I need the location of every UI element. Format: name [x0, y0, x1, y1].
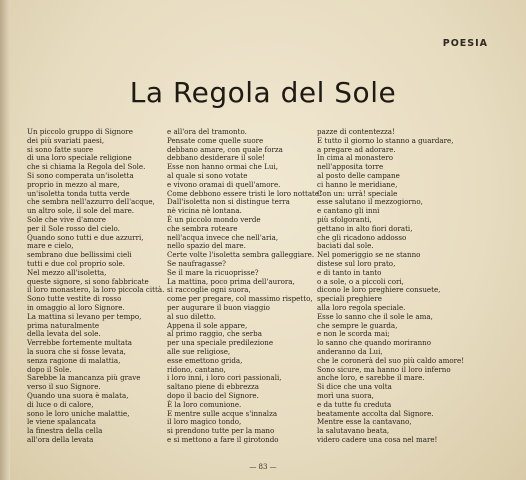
poem-line: beatamente accolta dal Signore.: [317, 408, 434, 418]
poem-line: Sono sicure, ma hanno il loro inferno: [317, 364, 451, 374]
poem-line: baciati dal sole.: [317, 241, 374, 251]
poem-line: distese sul loro prato,: [317, 258, 396, 268]
poem-line: sembrano due bellissimi cieli: [27, 250, 132, 260]
poem-line: Mentre esse la cantavano,: [317, 417, 412, 427]
poem-line: La mattina si levano per tempo,: [27, 311, 142, 321]
poem-line: debbano desiderare il sole!: [167, 153, 266, 163]
poem-line: Sarebbe la mancanza più grave: [27, 373, 141, 383]
section-label: POESIA: [442, 38, 488, 49]
page-gutter-shadow: [0, 0, 10, 480]
poem-line: le viene spalancata: [27, 417, 96, 427]
poem-line: dicono le loro preghiere consuete,: [317, 285, 441, 295]
poem-line: un'isoletta tonda tutta verde: [27, 188, 130, 198]
poem-line: Quando sono tutti e due azzurri,: [27, 232, 144, 242]
poem-line: e cantano gli inni: [317, 206, 380, 216]
poem-line: Nel mezzo all'isoletta,: [27, 267, 107, 277]
poem-line: e di tanto in tanto: [317, 267, 382, 277]
poem-line: Se il mare la ricuoprisse?: [167, 267, 259, 277]
poem-line: nello spazio del mare.: [167, 241, 246, 251]
poem-line: Sole che vive d'amore: [27, 214, 106, 224]
poem-line: saltano piene di ebbrezza: [167, 382, 259, 392]
poem-line: nell'apposita torre: [317, 162, 384, 172]
poem-line: o a sole, o a piccoli cori,: [317, 276, 404, 286]
poem-line: di luce o di calore,: [27, 399, 94, 409]
poem-line: videro cadere una cosa nel mare!: [317, 434, 438, 444]
poem-line: al primo raggio, che serba: [167, 329, 262, 339]
poem-line: Pensate come quelle suore: [167, 135, 264, 145]
poem-line: al quale si sono votate: [167, 170, 248, 180]
poem-line: prima naturalmente: [27, 320, 100, 330]
poem-line: Si dice che una volta: [317, 382, 392, 392]
poem-line: e si mettono a fare il girotondo: [167, 434, 279, 444]
poem-line: speciali preghiere: [317, 294, 382, 304]
poem-line: debbano amare, con quale forza: [167, 144, 283, 154]
poem-line: a pregare ad adorare.: [317, 144, 396, 154]
poem-line: lo sanno che quando moriranno: [317, 338, 431, 348]
poem-line: proprio in mezzo al mare,: [27, 179, 120, 189]
poem-line: e all'ora del tramonto.: [167, 127, 247, 136]
poem-line: la finestra della cella: [27, 426, 103, 436]
poem-line: senza ragione di malattia,: [27, 355, 121, 365]
poem-line: i loro inni, i loro cori passionali,: [167, 373, 282, 383]
poem-line: anderanno da Lui,: [317, 346, 383, 356]
poem-column-2: [167, 128, 322, 445]
poem-line: ridono, cantano,: [167, 364, 226, 374]
poem-line: E tutto il giorno lo stanno a guardare,: [317, 135, 454, 145]
page-number: — 83 —: [249, 463, 277, 471]
poem-line: tutti e due col proprio sole.: [27, 258, 125, 268]
poem-line: Verrebbe fortemente multata: [27, 338, 133, 348]
poem-line: la salutavano beata,: [317, 426, 390, 436]
poem-line: queste signore, si sono fabbricate: [27, 276, 149, 286]
poem-line: Quando una suora è malata,: [27, 390, 129, 400]
poem-line: della levata del sole.: [27, 329, 101, 339]
poem-line: verso il suo Signore.: [27, 382, 101, 392]
poem-line: Esse lo sanno che il sole le ama,: [317, 311, 433, 321]
poem-line: che sembra nell'azzurro dell'acque,: [27, 197, 155, 207]
poem-line: dopo il Sole.: [27, 364, 72, 374]
poem-line: morì una suora,: [317, 390, 374, 400]
poem-line: nell'acqua invece che nell'aria,: [167, 232, 279, 242]
poem-column-1: [27, 128, 172, 445]
poem-line: e da tutte fu creduta: [317, 399, 392, 409]
poem-line: si sono fatte suore: [27, 144, 94, 154]
poem-line: al posto delle campane: [317, 170, 400, 180]
poem-line: all'ora della levata: [27, 434, 94, 444]
poem-line: esse salutano il mezzogiorno,: [317, 197, 423, 207]
poem-line: che le coronerà del suo più caldo amore!: [317, 355, 465, 365]
poem-line: mare e cielo,: [27, 241, 74, 251]
poem-line: alle sue religiose,: [167, 346, 231, 356]
poem-line: E mentre sulle acque s'innalza: [167, 408, 278, 418]
poem-line: ci hanno le meridiane,: [317, 179, 398, 189]
poem-line: in omaggio al loro Signore.: [27, 302, 125, 312]
poem-line: Esse non hanno ormai che Lui,: [167, 162, 278, 172]
poem-title: La Regola del Sole: [129, 76, 397, 109]
poem-line: Appena il sole appare,: [167, 320, 248, 330]
poem-line: che gli ricadono addosso: [317, 232, 407, 242]
poem-line: nè vicina nè lontana.: [167, 206, 242, 216]
poem-line: pazze di contentezza!: [317, 127, 395, 136]
poem-line: Sono tutte vestite di rosso: [27, 294, 122, 304]
poem-line: gettano in alto fiori dorati,: [317, 223, 413, 233]
poem-line: che sembra roteare: [167, 223, 238, 233]
poem-line: si prendono tutte per la mano: [167, 426, 275, 436]
poem-line: per il Sole rosso del cielo.: [27, 223, 120, 233]
poem-line: che si chiama la Regola del Sole.: [27, 162, 146, 172]
poem-line: più sfolgoranti,: [317, 214, 372, 224]
poem-line: al suo diletto.: [167, 311, 216, 321]
poem-line: per augurare il buon viaggio: [167, 302, 270, 312]
poem-line: il loro magico tondo,: [167, 417, 242, 427]
poem-line: È un piccolo mondo verde: [167, 214, 261, 224]
poem-line: La mattina, poco prima dell'aurora,: [167, 276, 295, 286]
poem-line: Con un: urrà! speciale: [317, 188, 398, 198]
poem-line: È la loro comunione.: [167, 399, 242, 409]
poem-line: dei più svariati paesi,: [27, 135, 105, 145]
poem-line: un altro sole, il sole del mare.: [27, 206, 135, 216]
poem-line: Dall'isoletta non si distingue terra: [167, 197, 290, 207]
poem-line: Si sono comperata un'isoletta: [27, 170, 134, 180]
poem-line: Nel pomeriggio se ne stanno: [317, 250, 421, 260]
poem-line: Certe volte l'isoletta sembra galleggiare.: [167, 250, 315, 260]
poem-line: Se naufragasse?: [167, 258, 226, 268]
poem-line: sono le loro uniche malattie,: [27, 408, 130, 418]
poem-line: dopo il bacio del Signore.: [167, 390, 259, 400]
poem-line: di una loro speciale religione: [27, 153, 132, 163]
poem-line: In cima al monastero: [317, 153, 393, 163]
poem-line: che sempre le guarda,: [317, 320, 398, 330]
poem-line: e vivono oramai di quell'amore.: [167, 179, 281, 189]
poem-line: Un piccolo gruppo di Signore: [27, 127, 133, 136]
poem-line: Come debbono essere tristi le loro nottate!: [167, 188, 322, 198]
poem-line: e non le scorda mai;: [317, 329, 390, 339]
poem-line: anche loro, e sarebbe il mare.: [317, 373, 425, 383]
poem-line: si raccoglie ogni suora,: [167, 285, 251, 295]
poem-line: esse emettono grida,: [167, 355, 243, 365]
poem-line: come per pregare, col massimo rispetto,: [167, 294, 313, 304]
poem-line: il loro monastero, la loro piccola città.: [27, 285, 165, 295]
poem-line: alla loro regola speciale.: [317, 302, 406, 312]
poem-line: per una speciale predilezione: [167, 338, 274, 348]
poem-line: la suora che si fosse levata,: [27, 346, 126, 356]
poem-column-3: [317, 128, 482, 445]
